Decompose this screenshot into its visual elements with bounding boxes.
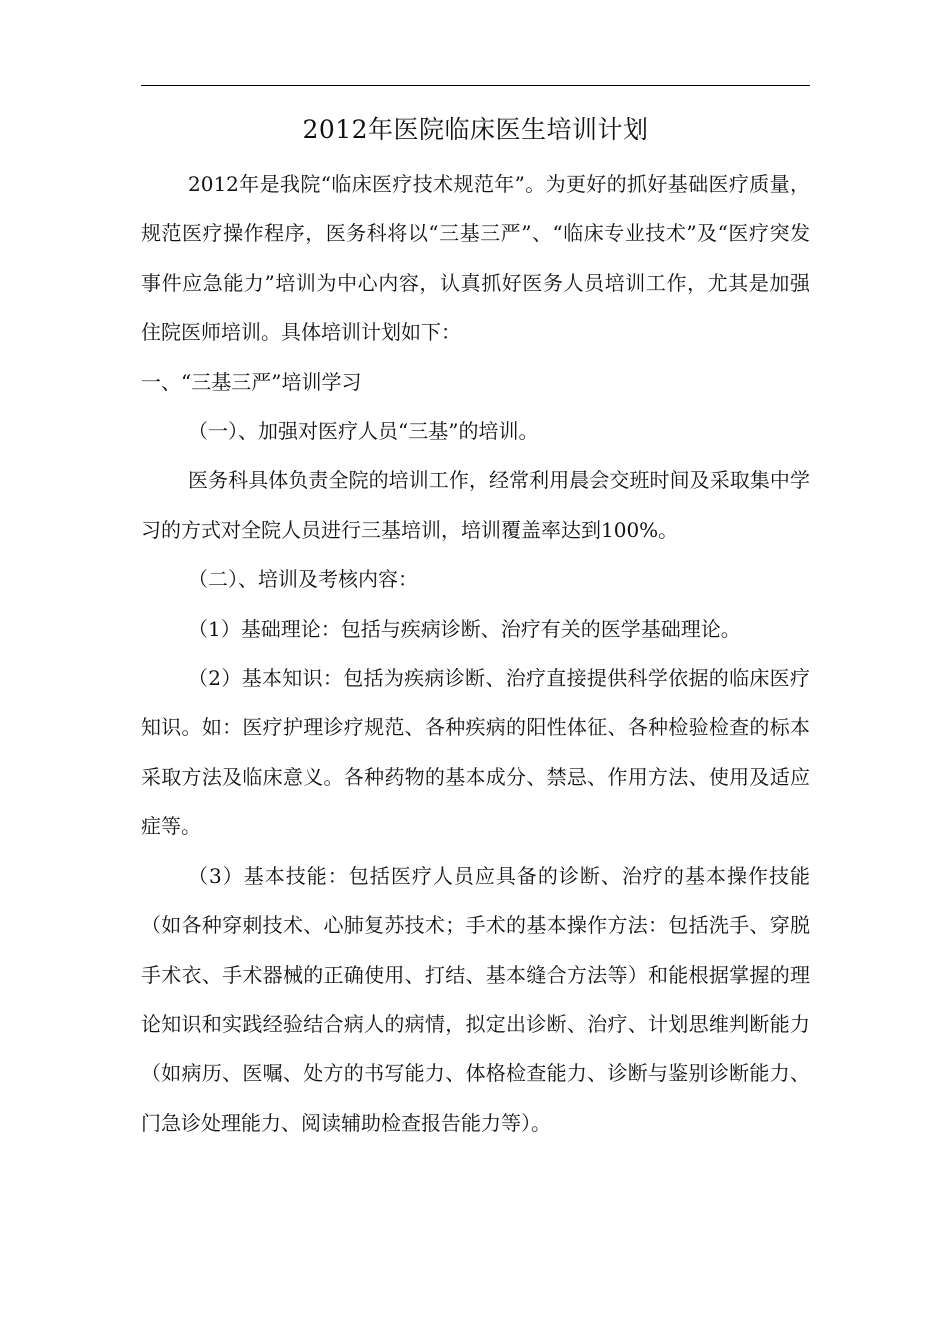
list-item-3: （3）基本技能：包括医疗人员应具备的诊断、治疗的基本操作技能（如各种穿刺技术、心肺复苏技术；手术的基本操作方法：包括洗手、穿脱手术衣、手术器械的正确使用、打结、基本缝合方法等）和能根据掌握的理论知识和实践经验结合病人的病情，拟定出诊断、治疗、计划思维判断能力（如病历、医嘱、处方的书写能力、体格检查能力、诊断与鉴别诊断能力、门急诊处理能力、阅读辅助检查报告能力等）。 <box>141 863 810 1135</box>
subsection-heading-2: （二）、培训及考核内容： <box>188 567 418 592</box>
paragraph-intro: 2012年是我院“临床医疗技术规范年”。为更好的抓好基础医疗质量，规范医疗操作程序，医务科将以“三基三严”、“临床专业技术”及“医疗突发事件应急能力”培训为中心内容，认真抓好医务人员培训工作，尤其是加强住院医师培训。具体培训计划如下： <box>141 172 810 345</box>
list-item-1: （1）基础理论：包括与疾病诊断、治疗有关的医学基础理论。 <box>188 616 741 641</box>
subsection-heading-1: （一）、加强对医疗人员“三基”的培训。 <box>188 419 539 444</box>
header-rule <box>141 85 810 86</box>
paragraph-subsection-1: 医务科具体负责全院的培训工作，经常利用晨会交班时间及采取集中学习的方式对全院人员进行三基培训，培训覆盖率达到100%。 <box>141 468 810 542</box>
document-title: 2012年医院临床医生培训计划 <box>302 115 649 144</box>
list-item-2: （2）基本知识：包括为疾病诊断、治疗直接提供科学依据的临床医疗知识。如：医疗护理诊疗规范、各种疾病的阳性体征、各种检验检查的标本采取方法及临床意义。各种药物的基本成分、禁忌、作用方法、使用及适应症等。 <box>141 666 810 839</box>
document-body <box>141 160 810 1148</box>
section-heading-1: 一、“三基三严”培训学习 <box>141 369 362 394</box>
